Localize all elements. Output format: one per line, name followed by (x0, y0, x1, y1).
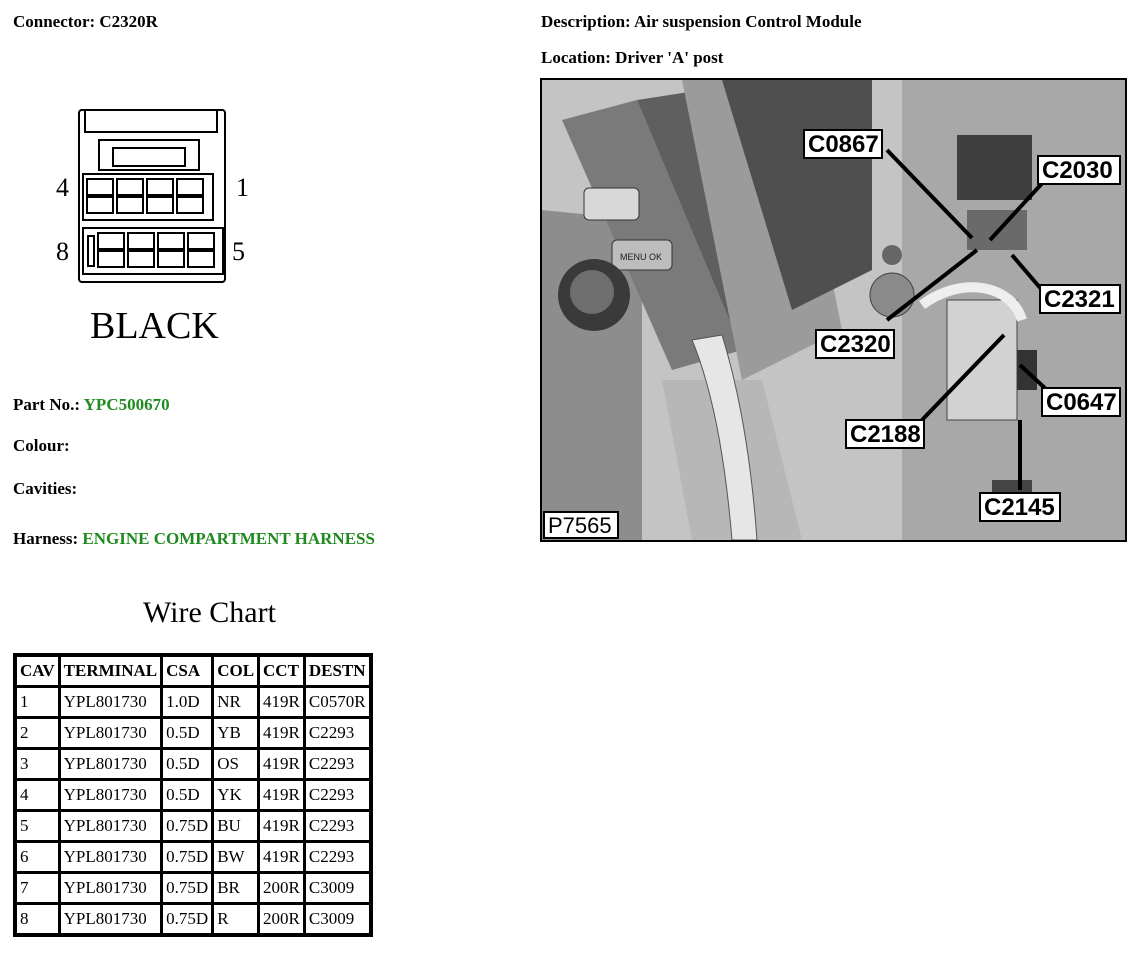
table-cell: C3009 (304, 873, 370, 904)
table-cell: 200R (259, 873, 305, 904)
table-cell: 200R (259, 904, 305, 936)
column-header: CCT (259, 655, 305, 687)
table-cell: 0.75D (162, 842, 213, 873)
table-cell: 419R (259, 687, 305, 718)
table-cell: BU (213, 811, 259, 842)
connector-label: Connector: (13, 12, 96, 31)
location-label: Location: (541, 48, 611, 67)
table-cell: YB (213, 718, 259, 749)
table-cell: C2293 (304, 780, 370, 811)
location-field (541, 48, 723, 68)
table-row (15, 842, 371, 873)
connector-cavity-cell (98, 233, 124, 249)
menu-ok-button-text: MENU OK (620, 252, 663, 262)
colour-label: Colour: (13, 436, 70, 455)
table-cell: C0570R (304, 687, 370, 718)
table-row (15, 749, 371, 780)
cavities-field (13, 479, 77, 499)
connector-value: C2320R (99, 12, 158, 31)
pin-label-1: 1 (236, 173, 249, 202)
table-cell: 419R (259, 780, 305, 811)
table-cell: 5 (15, 811, 59, 842)
table-cell: C2293 (304, 749, 370, 780)
callout-c2188: C2188 (850, 421, 921, 448)
table-cell: R (213, 904, 259, 936)
table-cell: YPL801730 (59, 718, 162, 749)
callout-c2321: C2321 (1044, 286, 1115, 313)
table-cell: OS (213, 749, 259, 780)
description-field (541, 12, 862, 32)
table-cell: 3 (15, 749, 59, 780)
table-cell: BW (213, 842, 259, 873)
part-number-label: Part No.: (13, 395, 81, 414)
connector-cavity-cell (87, 179, 113, 195)
connector-cavity-cell (128, 251, 154, 267)
connector-cavity-cell (177, 179, 203, 195)
table-cell: NR (213, 687, 259, 718)
connector-face-diagram (52, 108, 256, 350)
cavities-label: Cavities: (13, 479, 78, 498)
connector-cavity-cell (158, 233, 184, 249)
table-cell: YPL801730 (59, 811, 162, 842)
column-header: CSA (162, 655, 213, 687)
connector-field (13, 12, 158, 32)
table-cell: C2293 (304, 842, 370, 873)
location-value: Driver 'A' post (615, 48, 724, 67)
table-cell: C3009 (304, 904, 370, 936)
callout-c0647: C0647 (1046, 389, 1117, 416)
callout-c2145: C2145 (984, 494, 1055, 521)
table-cell: 0.5D (162, 780, 213, 811)
table-cell: YPL801730 (59, 780, 162, 811)
connector-cavity-cell (177, 197, 203, 213)
description-label: Description: (541, 12, 631, 31)
callout-c0867: C0867 (808, 131, 879, 158)
pin-label-4: 4 (56, 173, 69, 202)
table-cell: 419R (259, 842, 305, 873)
figure-id-label: P7565 (548, 513, 612, 538)
table-cell: 419R (259, 718, 305, 749)
callout-c2320: C2320 (820, 331, 891, 358)
table-cell: 0.75D (162, 904, 213, 936)
column-header: DESTN (304, 655, 370, 687)
table-row (15, 687, 371, 718)
connector-cavity-cell (117, 179, 143, 195)
table-cell: YPL801730 (59, 842, 162, 873)
table-cell: YPL801730 (59, 749, 162, 780)
connector-cavity-cell (87, 197, 113, 213)
part-number-field (13, 395, 170, 415)
column-header: COL (213, 655, 259, 687)
table-cell: 1 (15, 687, 59, 718)
table-cell: 0.75D (162, 873, 213, 904)
connector-cavity-cell (158, 251, 184, 267)
connector-cavity-cell (117, 197, 143, 213)
callout-c2030: C2030 (1042, 157, 1113, 184)
connector-cavity-cell (128, 233, 154, 249)
column-header: CAV (15, 655, 59, 687)
harness-link[interactable]: ENGINE COMPARTMENT HARNESS (82, 529, 375, 548)
table-cell: 4 (15, 780, 59, 811)
connector-cavity-cell (188, 251, 214, 267)
table-cell: 1.0D (162, 687, 213, 718)
pin-label-8: 8 (56, 237, 69, 266)
table-cell: 0.75D (162, 811, 213, 842)
table-cell: 2 (15, 718, 59, 749)
table-row (15, 904, 371, 936)
table-row (15, 811, 371, 842)
table-row (15, 780, 371, 811)
table-cell: 419R (259, 811, 305, 842)
table-cell: YPL801730 (59, 904, 162, 936)
table-cell: C2293 (304, 811, 370, 842)
connector-colour-text: BLACK (90, 305, 219, 347)
table-cell: 0.5D (162, 749, 213, 780)
part-number-link[interactable]: YPC500670 (83, 395, 170, 414)
table-cell: 0.5D (162, 718, 213, 749)
table-cell: 8 (15, 904, 59, 936)
table-cell: YK (213, 780, 259, 811)
wire-chart-title: Wire Chart (143, 596, 276, 629)
connector-cavity-cell (98, 251, 124, 267)
location-photo (540, 78, 1127, 542)
connector-cavity-cell (147, 179, 173, 195)
harness-label: Harness: (13, 529, 79, 548)
table-cell: C2293 (304, 718, 370, 749)
table-cell: 6 (15, 842, 59, 873)
table-cell: YPL801730 (59, 873, 162, 904)
table-cell: 7 (15, 873, 59, 904)
table-header-row (15, 655, 371, 687)
connector-cavity-cell (188, 233, 214, 249)
connector-cavity-cell (147, 197, 173, 213)
table-cell: 419R (259, 749, 305, 780)
description-value: Air suspension Control Module (634, 12, 862, 31)
table-cell: YPL801730 (59, 687, 162, 718)
location-photo-illustration (542, 80, 1125, 540)
table-row (15, 718, 371, 749)
harness-field (13, 529, 375, 549)
colour-field (13, 436, 70, 456)
column-header: TERMINAL (59, 655, 162, 687)
pin-label-5: 5 (232, 237, 245, 266)
wire-chart-table (13, 653, 373, 937)
table-cell: BR (213, 873, 259, 904)
table-row (15, 873, 371, 904)
